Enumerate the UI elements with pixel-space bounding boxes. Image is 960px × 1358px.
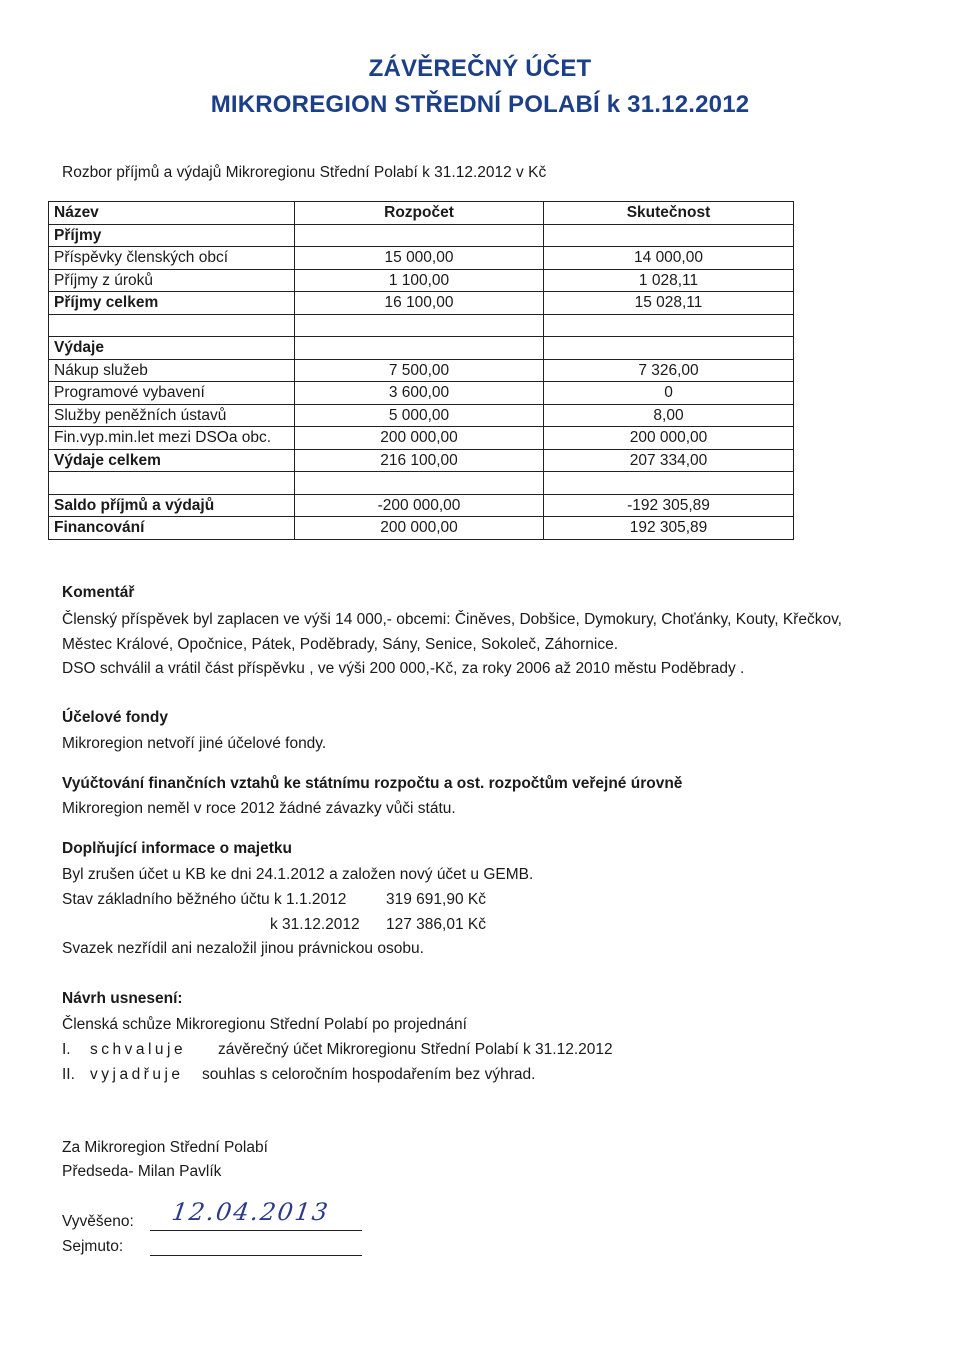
table-row: [49, 427, 794, 450]
property-heading: Doplňující informace o majetku: [62, 840, 292, 857]
comment-line-2: Městec Králové, Opočnice, Pátek, Poděbrady, Sány, Senice, Sokoleč, Záhornice.: [62, 636, 618, 653]
income-total-name: Příjmy celkem: [49, 292, 295, 315]
row-actual: 7 326,00: [544, 359, 794, 382]
saldo-actual: -192 305,89: [544, 494, 794, 517]
property-line-2-label: Stav základního běžného účtu k 1.1.2012: [62, 891, 347, 908]
row-name: Příjmy z úroků: [49, 269, 295, 292]
resolution-item-1-number: I.: [62, 1041, 71, 1058]
row-actual: 0: [544, 382, 794, 405]
table-row: [49, 517, 794, 540]
resolution-heading: Návrh usnesení:: [62, 990, 183, 1007]
property-line-1: Byl zrušen účet u KB ke dni 24.1.2012 a založen nový účet u GEMB.: [62, 866, 534, 883]
removed-signature-line: [150, 1254, 362, 1256]
financing-name: Financování: [49, 517, 295, 540]
income-heading: Příjmy: [49, 224, 295, 247]
comment-line-3: DSO schválil a vrátil část příspěvku , ve výši 200 000,-Kč, za roky 2006 až 2010 městu Poděbrady .: [62, 660, 745, 677]
comment-heading: Komentář: [62, 584, 135, 601]
row-name: Programové vybavení: [49, 382, 295, 405]
table-row-blank: [49, 472, 794, 495]
document-title: ZÁVĚREČNÝ ÚČET: [368, 55, 592, 82]
header-actual: Skutečnost: [544, 202, 794, 225]
resolution-item-1-verb: schvaluje: [90, 1041, 187, 1058]
table-row: [49, 359, 794, 382]
financing-budget: 200 000,00: [295, 517, 544, 540]
removed-label: Sejmuto:: [62, 1238, 124, 1255]
resolution-item-1-text: závěrečný účet Mikroregionu Střední Polabí k 31.12.2012: [218, 1041, 613, 1058]
expense-heading: Výdaje: [49, 337, 295, 360]
row-name: Služby peněžních ústavů: [49, 404, 295, 427]
resolution-item-2-text: souhlas s celoročním hospodařením bez výhrad.: [202, 1066, 536, 1083]
property-line-2-value: 319 691,90 Kč: [386, 891, 486, 908]
funds-text: Mikroregion netvoří jiné účelové fondy.: [62, 735, 327, 752]
table-row: [49, 269, 794, 292]
row-name: Příspěvky členských obcí: [49, 247, 295, 270]
saldo-name: Saldo příjmů a výdajů: [49, 494, 295, 517]
expense-total-actual: 207 334,00: [544, 449, 794, 472]
row-budget: 15 000,00: [295, 247, 544, 270]
expense-total-budget: 216 100,00: [295, 449, 544, 472]
funds-heading: Účelové fondy: [62, 709, 168, 726]
header-name: Název: [49, 202, 295, 225]
financing-actual: 192 305,89: [544, 517, 794, 540]
row-actual: 8,00: [544, 404, 794, 427]
intro-text: Rozbor příjmů a výdajů Mikroregionu Střední Polabí k 31.12.2012 v Kč: [62, 164, 547, 181]
settlement-text: Mikroregion neměl v roce 2012 žádné závazky vůči státu.: [62, 800, 456, 817]
row-name: Fin.vyp.min.let mezi DSOa obc.: [49, 427, 295, 450]
table-row: [49, 292, 794, 315]
property-line-3-label: k 31.12.2012: [270, 916, 360, 933]
row-actual: 14 000,00: [544, 247, 794, 270]
resolution-item-2-number: II.: [62, 1066, 75, 1083]
finance-table: [48, 201, 794, 540]
row-actual: 1 028,11: [544, 269, 794, 292]
signature-organization: Za Mikroregion Střední Polabí: [62, 1139, 268, 1156]
expense-total-name: Výdaje celkem: [49, 449, 295, 472]
row-budget: 200 000,00: [295, 427, 544, 450]
table-row: [49, 224, 794, 247]
income-total-budget: 16 100,00: [295, 292, 544, 315]
posted-label: Vyvěšeno:: [62, 1213, 134, 1230]
header-budget: Rozpočet: [295, 202, 544, 225]
row-budget: 5 000,00: [295, 404, 544, 427]
resolution-item-2-verb: vyjadřuje: [90, 1066, 184, 1083]
row-actual: 200 000,00: [544, 427, 794, 450]
posted-signature-line: [150, 1229, 362, 1231]
signature-chairman: Předseda- Milan Pavlík: [62, 1163, 222, 1180]
row-name: Nákup služeb: [49, 359, 295, 382]
table-row: [49, 247, 794, 270]
table-row: [49, 382, 794, 405]
row-budget: 3 600,00: [295, 382, 544, 405]
table-row: [49, 494, 794, 517]
table-row: [49, 337, 794, 360]
income-total-actual: 15 028,11: [544, 292, 794, 315]
property-line-4: Svazek nezřídil ani nezaložil jinou právnickou osobu.: [62, 940, 424, 957]
row-budget: 7 500,00: [295, 359, 544, 382]
comment-line-1: Členský příspěvek byl zaplacen ve výši 14 000,- obcemi: Činěves, Dobšice, Dymokury, Choťánky, Kouty, Křečkov,: [62, 611, 842, 628]
posted-date-handwritten: 12.04.2013: [170, 1198, 332, 1226]
row-budget: 1 100,00: [295, 269, 544, 292]
property-line-3-value: 127 386,01 Kč: [386, 916, 486, 933]
saldo-budget: -200 000,00: [295, 494, 544, 517]
document-subtitle: MIKROREGION STŘEDNÍ POLABÍ k 31.12.2012: [210, 91, 750, 118]
table-row-blank: [49, 314, 794, 337]
table-row: [49, 449, 794, 472]
table-row: [49, 404, 794, 427]
resolution-intro: Členská schůze Mikroregionu Střední Polabí po projednání: [62, 1016, 467, 1033]
table-header-row: [49, 202, 794, 225]
settlement-heading: Vyúčtování finančních vztahů ke státnímu rozpočtu a ost. rozpočtům veřejné úrovně: [62, 775, 683, 792]
